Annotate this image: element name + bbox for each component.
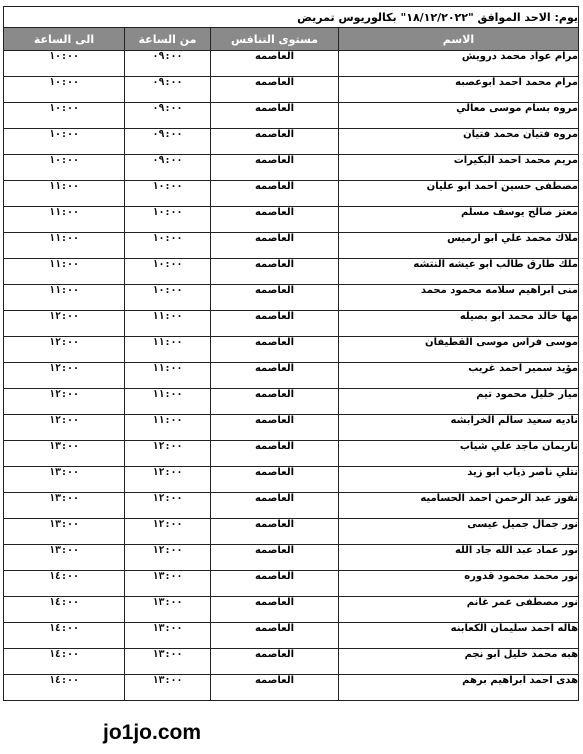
cell-from-time: ١٠:٠٠ <box>125 233 211 259</box>
table-row <box>4 77 579 103</box>
table-row <box>4 675 579 701</box>
cell-to-time: ١٢:٠٠ <box>4 415 125 441</box>
table-row <box>4 51 579 77</box>
column-header-from: من الساعة <box>125 28 211 51</box>
cell-to-time: ١٣:٠٠ <box>4 493 125 519</box>
cell-from-time: ١٣:٠٠ <box>125 597 211 623</box>
cell-from-time: ١٢:٠٠ <box>125 441 211 467</box>
cell-name: مريم محمد احمد البكيرات <box>339 155 579 181</box>
cell-name: موسى فراس موسى القطيفان <box>339 337 579 363</box>
cell-to-time: ١٤:٠٠ <box>4 675 125 701</box>
cell-level: العاصمه <box>211 129 339 155</box>
cell-from-time: ١٢:٠٠ <box>125 519 211 545</box>
cell-from-time: ٠٩:٠٠ <box>125 155 211 181</box>
cell-level: العاصمه <box>211 545 339 571</box>
header-row <box>4 28 579 51</box>
cell-level: العاصمه <box>211 415 339 441</box>
table-row <box>4 285 579 311</box>
cell-to-time: ١١:٠٠ <box>4 181 125 207</box>
cell-to-time: ١٠:٠٠ <box>4 77 125 103</box>
cell-name: مروه فتيان محمد فتيان <box>339 129 579 155</box>
cell-to-time: ١٣:٠٠ <box>4 519 125 545</box>
cell-from-time: ١٠:٠٠ <box>125 259 211 285</box>
cell-to-time: ١٣:٠٠ <box>4 545 125 571</box>
cell-name: مؤيد سمير احمد غريب <box>339 363 579 389</box>
cell-to-time: ١٢:٠٠ <box>4 337 125 363</box>
cell-level: العاصمه <box>211 519 339 545</box>
cell-level: العاصمه <box>211 493 339 519</box>
cell-level: العاصمه <box>211 363 339 389</box>
cell-from-time: ٠٩:٠٠ <box>125 77 211 103</box>
cell-level: العاصمه <box>211 389 339 415</box>
cell-name: ناريمان ماجد علي شياب <box>339 441 579 467</box>
column-header-to: الى الساعة <box>4 28 125 51</box>
table-row <box>4 363 579 389</box>
cell-name: نور جمال جميل عيسى <box>339 519 579 545</box>
cell-to-time: ١٠:٠٠ <box>4 103 125 129</box>
cell-to-time: ١١:٠٠ <box>4 233 125 259</box>
table-row <box>4 103 579 129</box>
table-row <box>4 545 579 571</box>
table-row <box>4 181 579 207</box>
cell-name: هدى احمد ابراهيم برهم <box>339 675 579 701</box>
cell-name: ميار خليل محمود تيم <box>339 389 579 415</box>
cell-level: العاصمه <box>211 233 339 259</box>
cell-from-time: ١١:٠٠ <box>125 337 211 363</box>
cell-from-time: ١١:٠٠ <box>125 311 211 337</box>
watermark-text: jo1jo.com <box>103 721 202 744</box>
cell-level: العاصمه <box>211 649 339 675</box>
cell-level: العاصمه <box>211 103 339 129</box>
cell-level: العاصمه <box>211 181 339 207</box>
table-row <box>4 207 579 233</box>
cell-level: العاصمه <box>211 675 339 701</box>
cell-from-time: ١١:٠٠ <box>125 415 211 441</box>
cell-name: مصطفى حسين احمد ابو عليان <box>339 181 579 207</box>
cell-name: هاله احمد سليمان الكعابنه <box>339 623 579 649</box>
cell-name: نتلي ناصر ذياب ابو زيد <box>339 467 579 493</box>
table-row <box>4 311 579 337</box>
cell-to-time: ١٤:٠٠ <box>4 571 125 597</box>
cell-to-time: ١٠:٠٠ <box>4 129 125 155</box>
cell-from-time: ١٠:٠٠ <box>125 181 211 207</box>
cell-level: العاصمه <box>211 259 339 285</box>
column-header-name: الاسم <box>339 28 579 51</box>
cell-from-time: ١٠:٠٠ <box>125 285 211 311</box>
cell-from-time: ١١:٠٠ <box>125 363 211 389</box>
cell-to-time: ١٢:٠٠ <box>4 311 125 337</box>
table-row <box>4 259 579 285</box>
cell-to-time: ١١:٠٠ <box>4 207 125 233</box>
cell-name: ملك طارق طالب ابو عيشه النتشه <box>339 259 579 285</box>
table-row <box>4 337 579 363</box>
table-row <box>4 649 579 675</box>
table-row <box>4 493 579 519</box>
cell-to-time: ١٣:٠٠ <box>4 441 125 467</box>
cell-name: ناديه سعيد سالم الخرابشه <box>339 415 579 441</box>
table-row <box>4 571 579 597</box>
cell-from-time: ١٢:٠٠ <box>125 545 211 571</box>
sheet-title: يوم: الاحد الموافق "١٨/١٢/٢٠٢٢" بكالوريوس تمريض <box>4 7 579 28</box>
cell-level: العاصمه <box>211 623 339 649</box>
table-row <box>4 441 579 467</box>
table-row <box>4 233 579 259</box>
cell-level: العاصمه <box>211 77 339 103</box>
cell-to-time: ١٠:٠٠ <box>4 51 125 77</box>
cell-name: نور عماد عبد الله جاد الله <box>339 545 579 571</box>
cell-level: العاصمه <box>211 441 339 467</box>
cell-name: مها خالد محمد ابو بصيله <box>339 311 579 337</box>
cell-from-time: ٠٩:٠٠ <box>125 129 211 155</box>
cell-from-time: ١٣:٠٠ <box>125 649 211 675</box>
cell-from-time: ١٠:٠٠ <box>125 207 211 233</box>
cell-from-time: ٠٩:٠٠ <box>125 103 211 129</box>
cell-name: ملاك محمد علي ابو ارميس <box>339 233 579 259</box>
cell-to-time: ١٣:٠٠ <box>4 467 125 493</box>
cell-from-time: ١٣:٠٠ <box>125 571 211 597</box>
cell-from-time: ١١:٠٠ <box>125 389 211 415</box>
cell-from-time: ١٢:٠٠ <box>125 493 211 519</box>
cell-to-time: ١٢:٠٠ <box>4 363 125 389</box>
table-row <box>4 129 579 155</box>
cell-level: العاصمه <box>211 337 339 363</box>
table-row <box>4 467 579 493</box>
cell-name: معتز صالح يوسف مسلم <box>339 207 579 233</box>
table-body <box>4 51 579 701</box>
cell-to-time: ١٢:٠٠ <box>4 389 125 415</box>
cell-level: العاصمه <box>211 51 339 77</box>
cell-name: مرام محمد احمد ابوعصبه <box>339 77 579 103</box>
table-row <box>4 155 579 181</box>
cell-name: نفوز عبد الرحمن احمد الحساميه <box>339 493 579 519</box>
cell-from-time: ٠٩:٠٠ <box>125 51 211 77</box>
cell-level: العاصمه <box>211 207 339 233</box>
cell-from-time: ١٣:٠٠ <box>125 675 211 701</box>
cell-level: العاصمه <box>211 285 339 311</box>
cell-to-time: ١١:٠٠ <box>4 259 125 285</box>
cell-name: منى ابراهيم سلامه محمود محمد <box>339 285 579 311</box>
table-row <box>4 389 579 415</box>
table-row <box>4 519 579 545</box>
title-row <box>4 7 579 28</box>
cell-to-time: ١١:٠٠ <box>4 285 125 311</box>
cell-to-time: ١٠:٠٠ <box>4 155 125 181</box>
cell-level: العاصمه <box>211 311 339 337</box>
cell-name: نور مصطفى عمر غانم <box>339 597 579 623</box>
cell-to-time: ١٤:٠٠ <box>4 623 125 649</box>
column-header-level: مستوى التنافس <box>211 28 339 51</box>
cell-name: مرام عواد محمد درويش <box>339 51 579 77</box>
table-row <box>4 597 579 623</box>
table-row <box>4 415 579 441</box>
cell-level: العاصمه <box>211 571 339 597</box>
cell-level: العاصمه <box>211 467 339 493</box>
cell-to-time: ١٤:٠٠ <box>4 597 125 623</box>
cell-name: هبه محمد خليل ابو نجم <box>339 649 579 675</box>
cell-name: مروه بسام موسى معالي <box>339 103 579 129</box>
schedule-table <box>3 6 579 701</box>
cell-name: نور محمد محمود قدوره <box>339 571 579 597</box>
table-row <box>4 623 579 649</box>
cell-level: العاصمه <box>211 597 339 623</box>
cell-from-time: ١٣:٠٠ <box>125 623 211 649</box>
cell-from-time: ١٢:٠٠ <box>125 467 211 493</box>
schedule-sheet <box>3 6 578 701</box>
cell-level: العاصمه <box>211 155 339 181</box>
cell-to-time: ١٤:٠٠ <box>4 649 125 675</box>
